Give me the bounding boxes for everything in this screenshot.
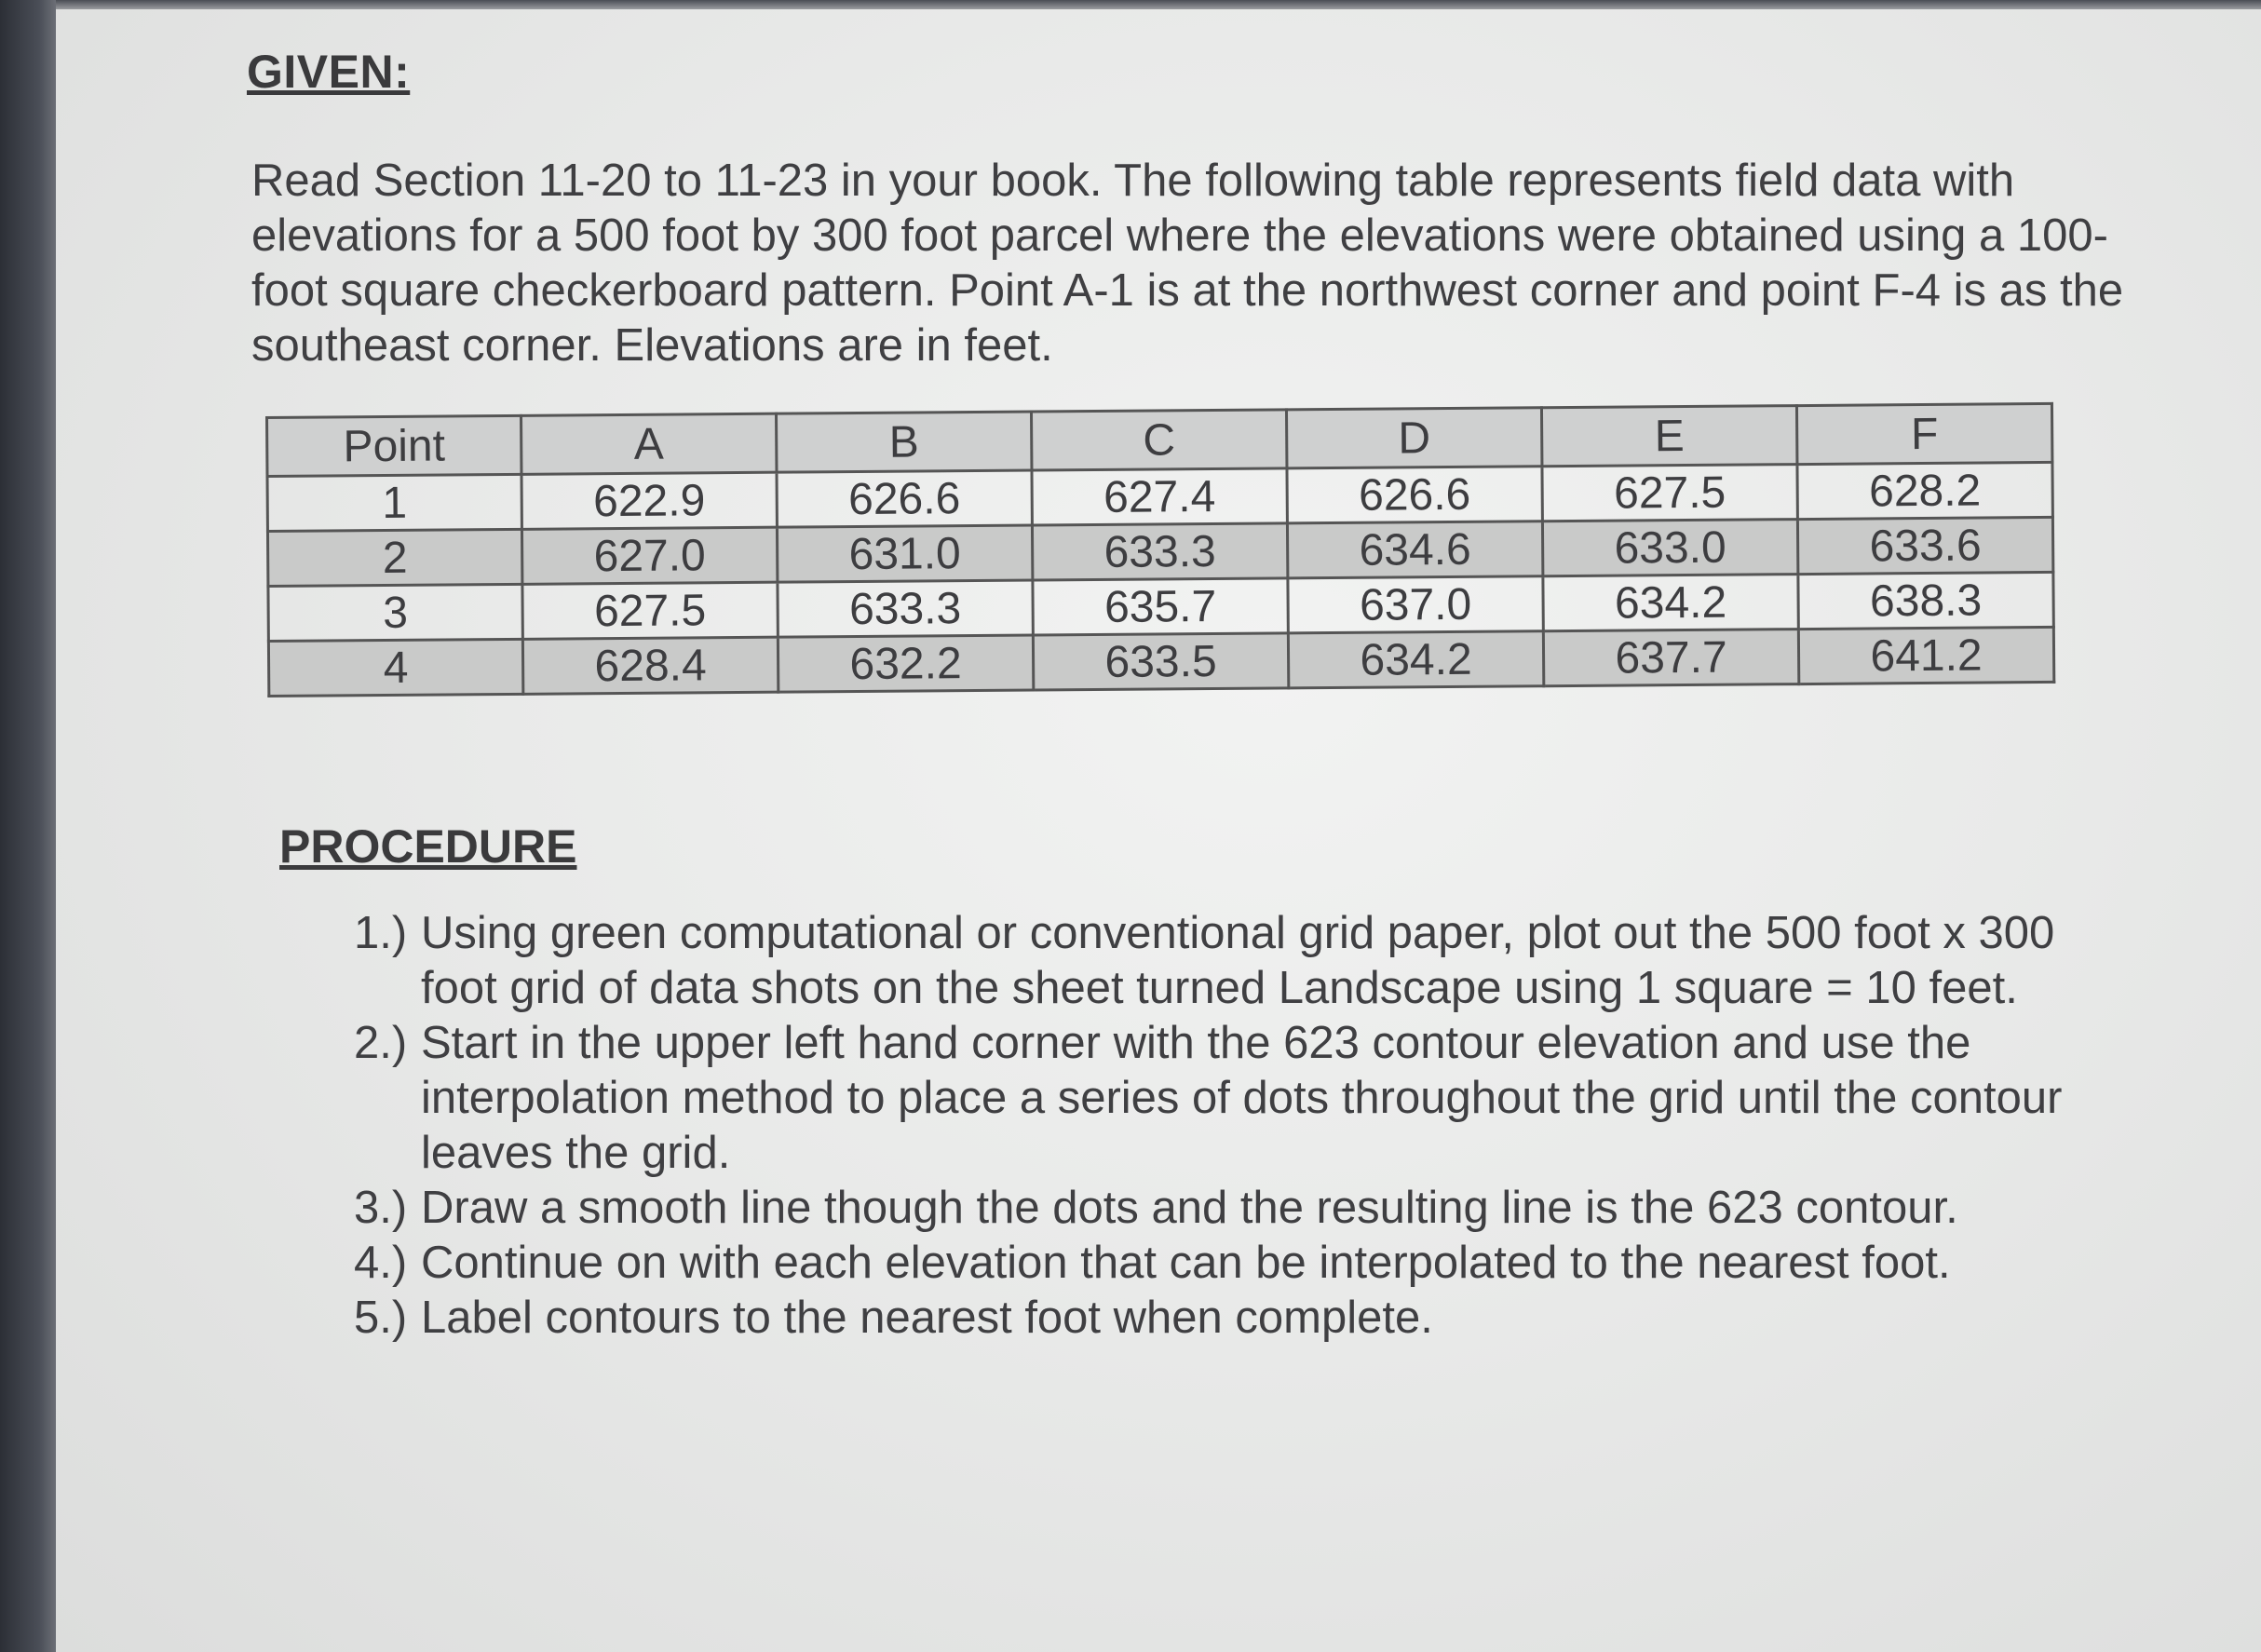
step-number: 1.) bbox=[354, 908, 408, 958]
list-item bbox=[354, 1236, 2142, 1291]
given-heading: GIVEN: bbox=[247, 46, 411, 98]
table-cell: 633.5 bbox=[1033, 633, 1288, 690]
table-cell: 627.5 bbox=[1542, 465, 1797, 521]
table-cell: 2 bbox=[267, 529, 521, 586]
list-item bbox=[354, 1181, 2142, 1236]
table-cell: 634.2 bbox=[1288, 631, 1543, 688]
table-cell: 1 bbox=[267, 474, 521, 531]
table-cell: 631.0 bbox=[777, 525, 1032, 582]
given-paragraph: Read Section 11-20 to 11-23 in your book. The following table represents field data with elevations for a 500 foot by 300 foot parcel where the elevations were obtained using a 100-foot square checkerboard pattern. Point A-1 is at the northwest corner and point F-4 is as the southeast corner. Elevations are in feet. bbox=[251, 156, 2124, 371]
table-cell: 633.6 bbox=[1797, 517, 2052, 574]
column-header-b: B bbox=[776, 412, 1031, 472]
table-cell: 4 bbox=[268, 639, 522, 696]
column-header-point: Point bbox=[267, 415, 521, 476]
column-header-d: D bbox=[1286, 408, 1541, 468]
table-cell: 637.0 bbox=[1288, 576, 1543, 633]
step-number: 3.) bbox=[354, 1183, 408, 1233]
table-cell: 626.6 bbox=[777, 470, 1032, 527]
table-cell: 626.6 bbox=[1287, 467, 1542, 523]
table-cell: 633.3 bbox=[778, 580, 1033, 637]
column-header-c: C bbox=[1031, 410, 1286, 470]
list-item bbox=[354, 1291, 2142, 1346]
table-cell: 628.2 bbox=[1797, 462, 2052, 519]
table-cell: 622.9 bbox=[521, 472, 777, 529]
step-text: Start in the upper left hand corner with the 623 contour elevation and use the interpolation method to place a series of dots throughout the grid until the contour leaves the grid. bbox=[421, 1018, 2063, 1178]
table-cell: 638.3 bbox=[1798, 572, 2053, 629]
column-header-f: F bbox=[1796, 403, 2051, 464]
step-number: 4.) bbox=[354, 1238, 408, 1288]
list-item bbox=[354, 1016, 2142, 1181]
table-cell: 627.0 bbox=[521, 527, 777, 584]
procedure-heading: PROCEDURE bbox=[279, 820, 577, 873]
table-cell: 633.3 bbox=[1032, 523, 1287, 580]
table-cell: 627.4 bbox=[1032, 468, 1287, 525]
table-cell: 641.2 bbox=[1798, 627, 2053, 684]
step-number: 5.) bbox=[354, 1293, 408, 1343]
elevation-table bbox=[265, 402, 2055, 697]
list-item bbox=[354, 906, 2142, 1016]
monitor-bezel-top bbox=[0, 0, 2261, 9]
monitor-bezel-left bbox=[0, 0, 56, 1652]
step-text: Label contours to the nearest foot when complete. bbox=[421, 1293, 1433, 1343]
table-cell: 627.5 bbox=[522, 582, 778, 639]
table-cell: 628.4 bbox=[522, 637, 778, 694]
procedure-steps-list bbox=[354, 906, 2142, 1346]
document-page bbox=[56, 9, 2261, 1652]
table-cell: 635.7 bbox=[1033, 578, 1288, 635]
table-cell: 633.0 bbox=[1542, 520, 1797, 576]
table-cell: 634.2 bbox=[1543, 575, 1798, 631]
step-number: 2.) bbox=[354, 1018, 408, 1068]
table-cell: 3 bbox=[268, 584, 522, 641]
step-text: Using green computational or conventional grid paper, plot out the 500 foot x 300 foot grid of data shots on the sheet turned Landscape using 1 square = 10 feet. bbox=[421, 908, 2055, 1013]
table-cell: 637.7 bbox=[1543, 630, 1798, 686]
column-header-e: E bbox=[1541, 406, 1796, 467]
step-text: Continue on with each elevation that can be interpolated to the nearest foot. bbox=[421, 1238, 1951, 1288]
column-header-a: A bbox=[521, 413, 777, 474]
table-cell: 634.6 bbox=[1287, 521, 1542, 578]
table-cell: 632.2 bbox=[778, 635, 1033, 692]
step-text: Draw a smooth line though the dots and the resulting line is the 623 contour. bbox=[421, 1183, 1958, 1233]
